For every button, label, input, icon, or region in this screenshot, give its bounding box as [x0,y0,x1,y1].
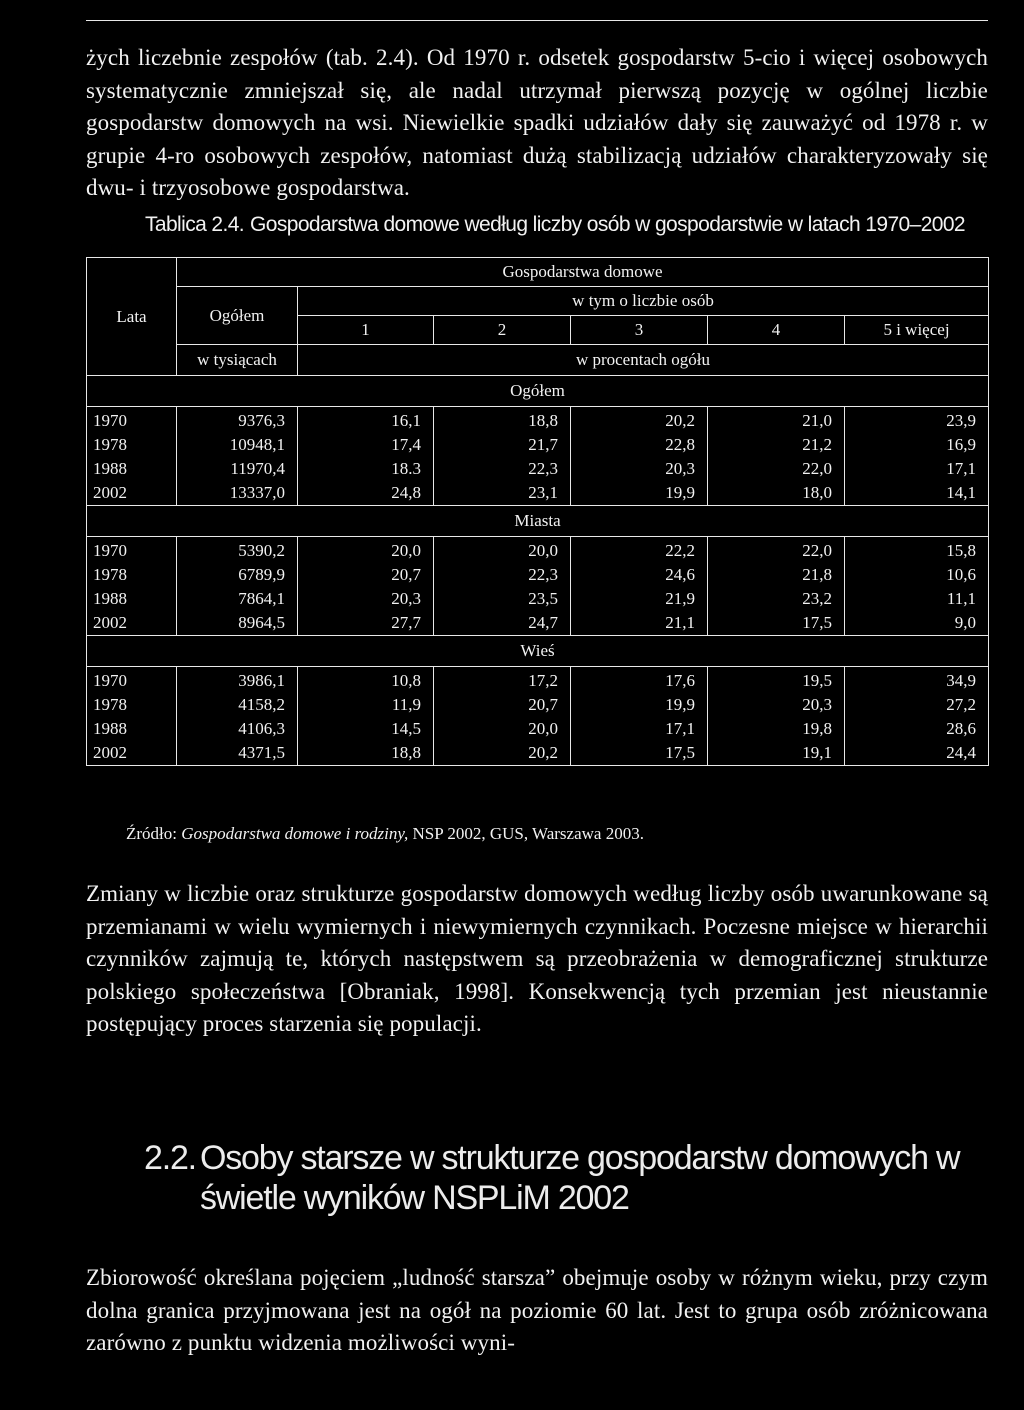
percent-cell: 20,3 [571,457,708,481]
table-row [87,693,989,717]
percent-cell: 17,5 [708,611,845,636]
percent-cell: 10,8 [298,667,434,694]
percent-cell: 22,8 [571,433,708,457]
percent-cell: 22,0 [708,537,845,564]
households-table [86,257,989,766]
year-cell: 1988 [87,457,177,481]
year-cell: 1978 [87,693,177,717]
year-cell: 2002 [87,481,177,506]
section-heading [144,1138,990,1218]
header-w-procentach: w procentach ogółu [298,345,989,376]
percent-cell: 15,8 [845,537,989,564]
table-caption-text: Gospodarstwa domowe według liczby osób w gospodarstwie w latach 1970–2002 [250,213,966,236]
table-caption [145,213,971,237]
table-row [87,611,989,636]
section-row [87,376,989,407]
total-cell: 9376,3 [177,407,298,434]
total-cell: 6789,9 [177,563,298,587]
percent-cell: 20,7 [434,693,571,717]
year-cell: 1970 [87,407,177,434]
table-row [87,587,989,611]
year-cell: 1988 [87,587,177,611]
header-row-4 [87,345,989,376]
percent-cell: 20,3 [298,587,434,611]
total-cell: 4158,2 [177,693,298,717]
table-row [87,717,989,741]
top-rule [86,20,988,21]
percent-cell: 23,1 [434,481,571,506]
percent-cell: 21,0 [708,407,845,434]
percent-cell: 17,5 [571,741,708,766]
percent-cell: 24,7 [434,611,571,636]
percent-cell: 17,2 [434,667,571,694]
year-cell: 1970 [87,667,177,694]
header-lata: Lata [87,258,177,376]
percent-cell: 20,0 [434,537,571,564]
section-row [87,636,989,667]
header-w-tysiacach: w tysiącach [177,345,298,376]
header-col-5: 5 i więcej [845,316,989,345]
percent-cell: 18,8 [298,741,434,766]
percent-cell: 19,9 [571,481,708,506]
total-cell: 10948,1 [177,433,298,457]
header-row-2 [87,287,989,316]
table-row [87,407,989,434]
percent-cell: 18.3 [298,457,434,481]
year-cell: 1988 [87,717,177,741]
percent-cell: 34,9 [845,667,989,694]
source-label: Źródło: [126,824,177,843]
percent-cell: 16,9 [845,433,989,457]
header-col-2: 2 [434,316,571,345]
percent-cell: 27,2 [845,693,989,717]
percent-cell: 23,2 [708,587,845,611]
section-number: 2.2. [144,1139,196,1177]
section-row [87,506,989,537]
percent-cell: 17,1 [571,717,708,741]
percent-cell: 21,9 [571,587,708,611]
section-title: Osoby starsze w strukturze gospodarstw domowych w świetle wyników NSPLiM 2002 [200,1139,960,1217]
percent-cell: 14,5 [298,717,434,741]
header-gospodarstwa: Gospodarstwa domowe [177,258,989,287]
table-row [87,563,989,587]
percent-cell: 20,0 [434,717,571,741]
header-col-4: 4 [708,316,845,345]
year-cell: 1970 [87,537,177,564]
section-label: Miasta [87,506,989,537]
percent-cell: 20,3 [708,693,845,717]
paragraph-bottom: Zbiorowość określana pojęciem „ludność starsza” obejmuje osoby w różnym wieku, przy czym dolna granica przyjmowana jest na ogół na poziomie 60 lat. Jest to grupa osób zróżnicowana zarówno z punktu widzenia możliwości wyni- [86,1265,988,1355]
header-col-3: 3 [571,316,708,345]
percent-cell: 21,8 [708,563,845,587]
percent-cell: 20,0 [298,537,434,564]
total-cell: 8964,5 [177,611,298,636]
header-ogolem: Ogółem [177,287,298,345]
percent-cell: 27,7 [298,611,434,636]
percent-cell: 24,6 [571,563,708,587]
percent-cell: 19,8 [708,717,845,741]
percent-cell: 28,6 [845,717,989,741]
year-cell: 2002 [87,611,177,636]
percent-cell: 24,4 [845,741,989,766]
section-label: Ogółem [87,376,989,407]
header-col-1: 1 [298,316,434,345]
source-title: Gospodarstwa domowe i rodziny, [181,824,409,843]
total-cell: 4106,3 [177,717,298,741]
table-row [87,457,989,481]
percent-cell: 19,5 [708,667,845,694]
percent-cell: 18,8 [434,407,571,434]
percent-cell: 17,6 [571,667,708,694]
percent-cell: 10,6 [845,563,989,587]
total-cell: 5390,2 [177,537,298,564]
percent-cell: 20,2 [434,741,571,766]
header-row-1 [87,258,989,287]
percent-cell: 19,1 [708,741,845,766]
percent-cell: 23,9 [845,407,989,434]
table-row [87,741,989,766]
percent-cell: 23,5 [434,587,571,611]
table-row [87,433,989,457]
percent-cell: 17,4 [298,433,434,457]
paragraph-top: żych liczebnie zespołów (tab. 2.4). Od 1970 r. odsetek gospodarstw 5-cio i więcej osobowych systematycznie zmniejszał się, ale nadal utrzymał pierwszą pozycję w ogólnej liczbie gospodarstw domowych na wsi. Niewielkie spadki udziałów dały się zauważyć od 1978 r. w grupie 4-ro osobowych zespołów, natomiast dużą stabilizacją udziałów charakteryzowały się dwu- i trzyosobowe gospodarstwa. [86,45,988,200]
table-row [87,481,989,506]
percent-cell: 18,0 [708,481,845,506]
percent-cell: 24,8 [298,481,434,506]
total-cell: 3986,1 [177,667,298,694]
table-row [87,537,989,564]
paragraph-middle: Zmiany w liczbie oraz strukturze gospodarstw domowych według liczby osób uwarunkowane są przemianami w wielu wymiernych i niewymiernych czynnikach. Poczesne miejsce w hierarchii czynników zajmują te, których następstwem są przeobrażenia w demograficznej strukturze polskiego społeczeństwa [Obraniak, 1998]. Konsekwencją tych przemian jest nieustannie postępujący proces starzenia się populacji. [86,881,988,1036]
percent-cell: 21,1 [571,611,708,636]
percent-cell: 20,2 [571,407,708,434]
percent-cell: 22,3 [434,457,571,481]
percent-cell: 19,9 [571,693,708,717]
percent-cell: 17,1 [845,457,989,481]
total-cell: 13337,0 [177,481,298,506]
percent-cell: 16,1 [298,407,434,434]
section-label: Wieś [87,636,989,667]
percent-cell: 21,7 [434,433,571,457]
percent-cell: 20,7 [298,563,434,587]
total-cell: 7864,1 [177,587,298,611]
percent-cell: 9,0 [845,611,989,636]
year-cell: 1978 [87,433,177,457]
year-cell: 1978 [87,563,177,587]
percent-cell: 22,2 [571,537,708,564]
percent-cell: 14,1 [845,481,989,506]
percent-cell: 11,9 [298,693,434,717]
total-cell: 4371,5 [177,741,298,766]
percent-cell: 21,2 [708,433,845,457]
percent-cell: 22,0 [708,457,845,481]
table-caption-label: Tablica 2.4. [145,213,245,236]
percent-cell: 11,1 [845,587,989,611]
percent-cell: 22,3 [434,563,571,587]
source-rest: NSP 2002, GUS, Warszawa 2003. [412,824,644,843]
year-cell: 2002 [87,741,177,766]
table-source [126,824,644,844]
total-cell: 11970,4 [177,457,298,481]
header-w-tym: w tym o liczbie osób [298,287,989,316]
table-row [87,667,989,694]
